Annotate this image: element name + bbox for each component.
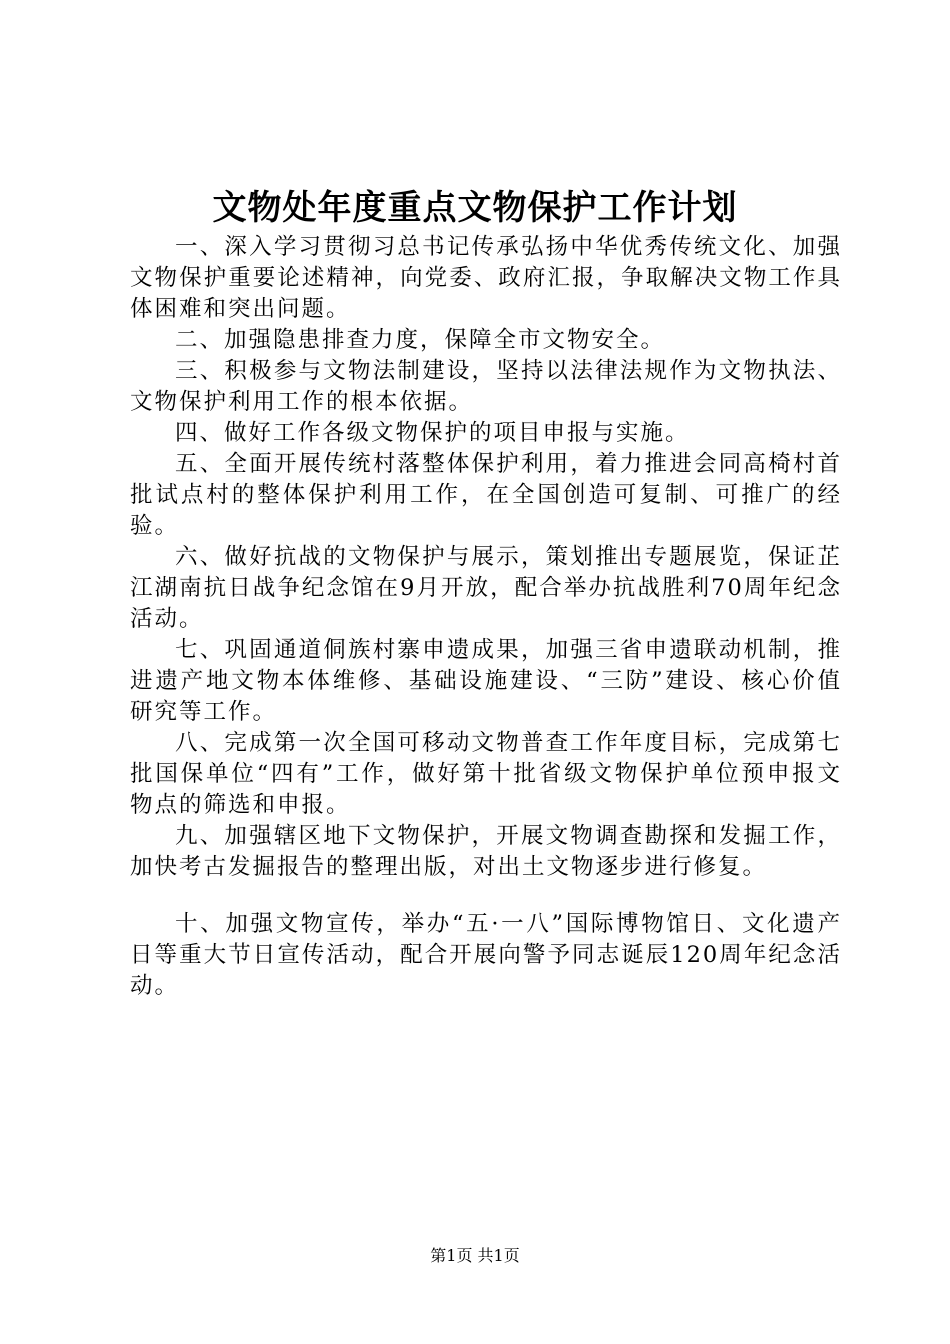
paragraph-spacer: [130, 883, 842, 909]
paragraph-9: 九、加强辖区地下文物保护，开展文物调查勘探和发掘工作，加快考古发掘报告的整理出版，对出土文物逐步进行修复。: [130, 823, 842, 880]
paragraph-1: 一、深入学习贯彻习总书记传承弘扬中华优秀传统文化、加强文物保护重要论述精神，向党委、政府汇报，争取解决文物工作具体困难和突出问题。: [130, 234, 842, 322]
document-body: [130, 232, 842, 1002]
page-footer: 第1页 共1页: [430, 1246, 520, 1265]
paragraph-10: 十、加强文物宣传，举办“五·一八”国际博物馆日、文化遗产日等重大节日宣传活动，配合开展向警予同志诞辰120周年纪念活动。: [130, 911, 842, 999]
paragraph-5: 五、全面开展传统村落整体保护利用，着力推进会同高椅村首批试点村的整体保护利用工作，在全国创造可复制、可推广的经验。: [130, 451, 842, 539]
paragraph-6: 六、做好抗战的文物保护与展示，策划推出专题展览，保证芷江湖南抗日战争纪念馆在9月开放，配合举办抗战胜利70周年纪念活动。: [130, 544, 842, 632]
paragraph-7: 七、巩固通道侗族村寨申遗成果，加强三省申遗联动机制，推进遗产地文物本体维修、基础设施建设、“三防”建设、核心价值研究等工作。: [130, 637, 842, 725]
paragraph-4: 四、做好工作各级文物保护的项目申报与实施。: [175, 420, 690, 446]
paragraph-3: 三、积极参与文物法制建设，坚持以法律法规作为文物执法、文物保护利用工作的根本依据。: [130, 358, 842, 415]
paragraph-8: 八、完成第一次全国可移动文物普查工作年度目标，完成第七批国保单位“四有”工作，做好第十批省级文物保护单位预申报文物点的筛选和申报。: [130, 730, 842, 818]
document-title: 文物处年度重点文物保护工作计划: [212, 188, 738, 228]
paragraph-2: 二、加强隐患排查力度，保障全市文物安全。: [175, 327, 666, 353]
